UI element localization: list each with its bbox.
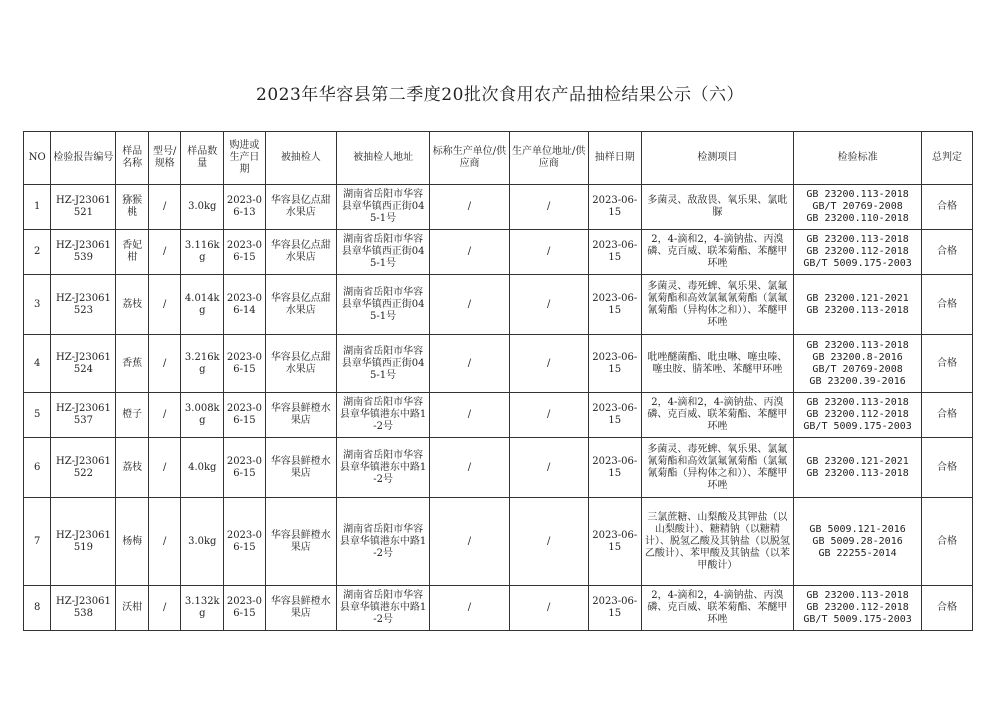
table-row [24, 185, 973, 230]
cell-inspected-address: 湖南省岳阳市华容县章华镇港东中路1-2号 [336, 393, 429, 438]
cell-verdict: 合格 [922, 393, 973, 438]
cell-model: / [148, 498, 181, 586]
standard-line: GB 5009.28-2016 [812, 535, 903, 547]
cell-producer-address: / [509, 335, 588, 393]
cell-producer-address: / [509, 498, 588, 586]
cell-standard [794, 185, 922, 230]
cell-purchase-date: 2023-06-15 [224, 393, 266, 438]
cell-producer: / [430, 275, 509, 335]
cell-purchase-date: 2023-06-15 [224, 335, 266, 393]
cell-model: / [148, 393, 181, 438]
cell-report-no: HZ-J23061522 [51, 438, 116, 498]
standard-line: GB 23200.112-2018 [806, 409, 909, 420]
cell-standard [794, 230, 922, 275]
cell-verdict: 合格 [922, 335, 973, 393]
cell-no: 3 [24, 275, 51, 335]
header-standard: 检验标准 [794, 132, 922, 185]
standard-line: GB 23200.112-2018 [806, 246, 909, 257]
table-body [24, 185, 973, 631]
cell-no: 2 [24, 230, 51, 275]
cell-purchase-date: 2023-06-15 [224, 230, 266, 275]
cell-model: / [148, 185, 181, 230]
standard-line: GB/T 20769-2008 [812, 201, 903, 212]
cell-items: 2，4-滴和2，4-滴钠盐、丙溴磷、克百威、联苯菊酯、苯醚甲环唑 [641, 586, 793, 631]
cell-producer: / [430, 438, 509, 498]
cell-report-no: HZ-J23061539 [51, 230, 116, 275]
cell-producer: / [430, 335, 509, 393]
cell-producer: / [430, 586, 509, 631]
cell-inspected: 华容县鲜橙水果店 [265, 393, 336, 438]
header-inspected: 被抽检人 [265, 132, 336, 185]
cell-items: 2，4-滴和2，4-滴钠盐、丙溴磷、克百威、联苯菊酯、苯醚甲环唑 [641, 393, 793, 438]
standard-line: GB 23200.121-2021 [806, 292, 909, 304]
cell-inspected: 华容县亿点甜水果店 [265, 335, 336, 393]
standard-line: GB 23200.113-2018 [806, 397, 909, 408]
cell-report-no: HZ-J23061523 [51, 275, 116, 335]
cell-producer-address: / [509, 185, 588, 230]
cell-items: 多菌灵、毒死蜱、氧乐果、氯氟氰菊酯和高效氯氟氰菊酯（氯氟氰菊酯（异构体之和））、苯醚甲环唑 [641, 275, 793, 335]
cell-verdict: 合格 [922, 498, 973, 586]
cell-sample-name: 橙子 [116, 393, 149, 438]
cell-model: / [148, 586, 181, 631]
standard-line: GB 23200.113-2018 [806, 339, 909, 351]
cell-items: 多菌灵、敌敌畏、氧乐果、氯吡脲 [641, 185, 793, 230]
standard-line: GB 23200.8-2016 [812, 351, 903, 363]
header-purchase-date: 购进或生产日期 [224, 132, 266, 185]
cell-standard [794, 438, 922, 498]
cell-sample-name: 沃柑 [116, 586, 149, 631]
cell-purchase-date: 2023-06-14 [224, 275, 266, 335]
cell-sampling-date: 2023-06-15 [588, 586, 641, 631]
cell-report-no: HZ-J23061521 [51, 185, 116, 230]
results-table [23, 131, 973, 631]
table-row [24, 498, 973, 586]
cell-no: 7 [24, 498, 51, 586]
cell-no: 1 [24, 185, 51, 230]
cell-verdict: 合格 [922, 438, 973, 498]
standard-line: GB 23200.112-2018 [806, 602, 909, 613]
table-header [24, 132, 973, 185]
standard-line: GB 23200.113-2018 [806, 467, 909, 479]
cell-inspected-address: 湖南省岳阳市华容县章华镇港东中路1-2号 [336, 498, 429, 586]
cell-items: 多菌灵、毒死蜱、氧乐果、氯氟氰菊酯和高效氯氟氰菊酯（氯氟氰菊酯（异构体之和））、苯醚甲环唑 [641, 438, 793, 498]
header-items: 检测项目 [641, 132, 793, 185]
cell-quantity: 3.132kg [181, 586, 224, 631]
standard-line: GB/T 5009.175-2003 [803, 421, 912, 432]
header-no: NO [24, 132, 51, 185]
cell-producer-address: / [509, 230, 588, 275]
header-quantity: 样品数量 [181, 132, 224, 185]
cell-verdict: 合格 [922, 230, 973, 275]
cell-producer: / [430, 498, 509, 586]
cell-no: 4 [24, 335, 51, 393]
cell-purchase-date: 2023-06-15 [224, 498, 266, 586]
cell-sample-name: 荔枝 [116, 438, 149, 498]
cell-quantity: 3.0kg [181, 185, 224, 230]
cell-inspected-address: 湖南省岳阳市华容县章华镇西正街045-1号 [336, 275, 429, 335]
standard-line: GB/T 5009.175-2003 [803, 258, 912, 269]
table-row [24, 586, 973, 631]
table-row [24, 438, 973, 498]
cell-sampling-date: 2023-06-15 [588, 438, 641, 498]
cell-purchase-date: 2023-06-15 [224, 586, 266, 631]
cell-producer-address: / [509, 438, 588, 498]
header-producer-address: 生产单位地址/供应商 [509, 132, 588, 185]
header-sample-name: 样品名称 [116, 132, 149, 185]
cell-quantity: 4.014kg [181, 275, 224, 335]
cell-standard [794, 393, 922, 438]
cell-inspected-address: 湖南省岳阳市华容县章华镇西正街045-1号 [336, 185, 429, 230]
cell-purchase-date: 2023-06-15 [224, 438, 266, 498]
cell-standard [794, 586, 922, 631]
header-verdict: 总判定 [922, 132, 973, 185]
cell-producer: / [430, 185, 509, 230]
document-title: 2023年华容县第二季度20批次食用农产品抽检结果公示（六） [256, 85, 744, 105]
cell-quantity: 3.116kg [181, 230, 224, 275]
cell-model: / [148, 438, 181, 498]
standard-line: GB 5009.121-2016 [809, 523, 906, 535]
cell-inspected-address: 湖南省岳阳市华容县章华镇港东中路1-2号 [336, 438, 429, 498]
cell-inspected: 华容县亿点甜水果店 [265, 230, 336, 275]
cell-standard [794, 498, 922, 586]
cell-report-no: HZ-J23061537 [51, 393, 116, 438]
cell-verdict: 合格 [922, 586, 973, 631]
cell-items: 2，4-滴和2，4-滴钠盐、丙溴磷、克百威、联苯菊酯、苯醚甲环唑 [641, 230, 793, 275]
table-row [24, 230, 973, 275]
header-producer: 标称生产单位/供应商 [430, 132, 509, 185]
cell-producer-address: / [509, 275, 588, 335]
cell-report-no: HZ-J23061519 [51, 498, 116, 586]
cell-standard [794, 335, 922, 393]
standard-line: GB/T 5009.175-2003 [803, 614, 912, 625]
cell-sampling-date: 2023-06-15 [588, 185, 641, 230]
cell-inspected: 华容县鲜橙水果店 [265, 438, 336, 498]
standard-line: GB/T 20769-2008 [812, 363, 903, 375]
cell-no: 5 [24, 393, 51, 438]
standard-line: GB 23200.113-2018 [806, 590, 909, 601]
cell-sampling-date: 2023-06-15 [588, 335, 641, 393]
table-row [24, 393, 973, 438]
header-sampling-date: 抽样日期 [588, 132, 641, 185]
cell-no: 8 [24, 586, 51, 631]
cell-verdict: 合格 [922, 185, 973, 230]
cell-producer: / [430, 230, 509, 275]
cell-verdict: 合格 [922, 275, 973, 335]
standard-line: GB 23200.113-2018 [806, 189, 909, 200]
cell-sample-name: 荔枝 [116, 275, 149, 335]
standard-line: GB 22255-2014 [818, 547, 897, 559]
standard-line: GB 23200.39-2016 [809, 375, 906, 387]
cell-inspected: 华容县鲜橙水果店 [265, 498, 336, 586]
cell-sample-name: 猕猴桃 [116, 185, 149, 230]
cell-producer-address: / [509, 586, 588, 631]
cell-inspected: 华容县亿点甜水果店 [265, 185, 336, 230]
cell-model: / [148, 335, 181, 393]
cell-purchase-date: 2023-06-13 [224, 185, 266, 230]
table-row [24, 335, 973, 393]
standard-line: GB 23200.121-2021 [806, 455, 909, 467]
standard-line: GB 23200.110-2018 [806, 213, 909, 224]
cell-sampling-date: 2023-06-15 [588, 275, 641, 335]
cell-inspected-address: 湖南省岳阳市华容县章华镇西正街045-1号 [336, 335, 429, 393]
cell-sampling-date: 2023-06-15 [588, 498, 641, 586]
header-report-no: 检验报告编号 [51, 132, 116, 185]
cell-items: 三氯蔗糖、山梨酸及其钾盐（以山梨酸计）、糖精钠（以糖精计）、脱氢乙酸及其钠盐（以脱氢乙酸计）、苯甲酸及其钠盐（以苯甲酸计） [641, 498, 793, 586]
cell-quantity: 3.008kg [181, 393, 224, 438]
cell-producer-address: / [509, 393, 588, 438]
cell-inspected-address: 湖南省岳阳市华容县章华镇西正街045-1号 [336, 230, 429, 275]
cell-model: / [148, 275, 181, 335]
cell-report-no: HZ-J23061524 [51, 335, 116, 393]
cell-report-no: HZ-J23061538 [51, 586, 116, 631]
standard-line: GB 23200.113-2018 [806, 234, 909, 245]
cell-sampling-date: 2023-06-15 [588, 230, 641, 275]
cell-model: / [148, 230, 181, 275]
cell-items: 吡唑醚菌酯、吡虫啉、噻虫嗪、噻虫胺、腈苯唑、苯醚甲环唑 [641, 335, 793, 393]
table-row [24, 275, 973, 335]
header-model: 型号/规格 [148, 132, 181, 185]
cell-inspected: 华容县亿点甜水果店 [265, 275, 336, 335]
cell-no: 6 [24, 438, 51, 498]
cell-inspected-address: 湖南省岳阳市华容县章华镇港东中路1-2号 [336, 586, 429, 631]
cell-inspected: 华容县鲜橙水果店 [265, 586, 336, 631]
cell-sampling-date: 2023-06-15 [588, 393, 641, 438]
standard-line: GB 23200.113-2018 [806, 304, 909, 316]
cell-standard [794, 275, 922, 335]
cell-sample-name: 香妃柑 [116, 230, 149, 275]
header-inspected-address: 被抽检人地址 [336, 132, 429, 185]
cell-producer: / [430, 393, 509, 438]
cell-sample-name: 杨梅 [116, 498, 149, 586]
cell-quantity: 4.0kg [181, 438, 224, 498]
cell-quantity: 3.0kg [181, 498, 224, 586]
cell-quantity: 3.216kg [181, 335, 224, 393]
cell-sample-name: 香蕉 [116, 335, 149, 393]
